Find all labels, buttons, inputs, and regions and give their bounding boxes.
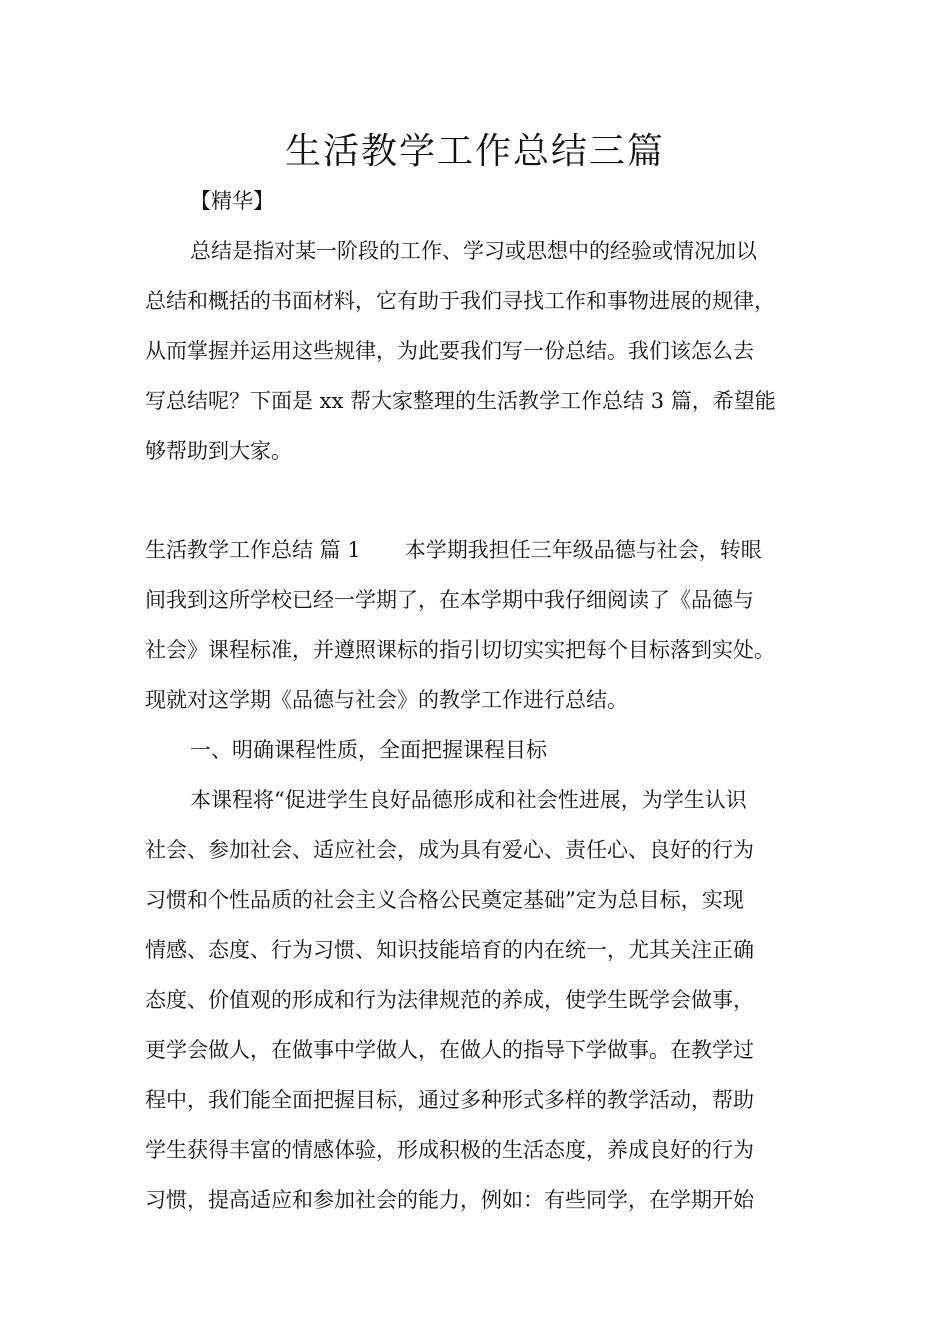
document-tag: 【精华】 — [190, 189, 274, 213]
body-line: 学生获得丰富的情感体验，形成积极的生活态度，养成良好的行为 — [145, 1138, 754, 1162]
section1-line: 社会》课程标准，并遵照课标的指引切切实实把每个目标落到实处。 — [145, 638, 775, 662]
section1-subheading: 一、明确课程性质，全面把握课程目标 — [190, 738, 547, 762]
intro-line: 总结和概括的书面材料，它有助于我们寻找工作和事物进展的规律， — [145, 289, 775, 313]
section1-first-line — [145, 535, 845, 565]
body-line: 习惯，提高适应和参加社会的能力，例如：有些同学，在学期开始 — [145, 1188, 754, 1212]
intro-line: 写总结呢？下面是 xx 帮大家整理的生活教学工作总结 3 篇，希望能 — [145, 389, 776, 413]
body-line: 习惯和个性品质的社会主义合格公民奠定基础”定为总目标，实现 — [145, 888, 744, 912]
body-line: 社会、参加社会、适应社会，成为具有爱心、责任心、良好的行为 — [145, 838, 754, 862]
intro-line: 够帮助到大家。 — [145, 439, 292, 463]
body-line: 态度、价值观的形成和行为法律规范的养成，使学生既学会做事， — [145, 988, 754, 1012]
body-line: 情感、态度、行为习惯、知识技能培育的内在统一，尤其关注正确 — [145, 938, 754, 962]
body-line: 更学会做人，在做事中学做人，在做人的指导下学做事。在教学过 — [145, 1038, 754, 1062]
body-line: 程中，我们能全面把握目标，通过多种形式多样的教学活动，帮助 — [145, 1088, 754, 1112]
section1-heading: 生活教学工作总结 篇 1 — [145, 538, 361, 562]
section1-first-text: 本学期我担任三年级品德与社会，转眼 — [404, 538, 762, 562]
intro-line: 总结是指对某一阶段的工作、学习或思想中的经验或情况加以 — [190, 239, 757, 263]
document-title: 生活教学工作总结三篇 — [284, 131, 665, 172]
section1-line: 现就对这学期《品德与社会》的教学工作进行总结。 — [145, 688, 628, 712]
section1-line: 间我到这所学校已经一学期了，在本学期中我仔细阅读了《品德与 — [145, 588, 754, 612]
intro-line: 从而掌握并运用这些规律，为此要我们写一份总结。我们该怎么去 — [145, 339, 754, 363]
body-line: 本课程将“促进学生良好品德形成和社会性进展，为学生认识 — [190, 788, 747, 812]
